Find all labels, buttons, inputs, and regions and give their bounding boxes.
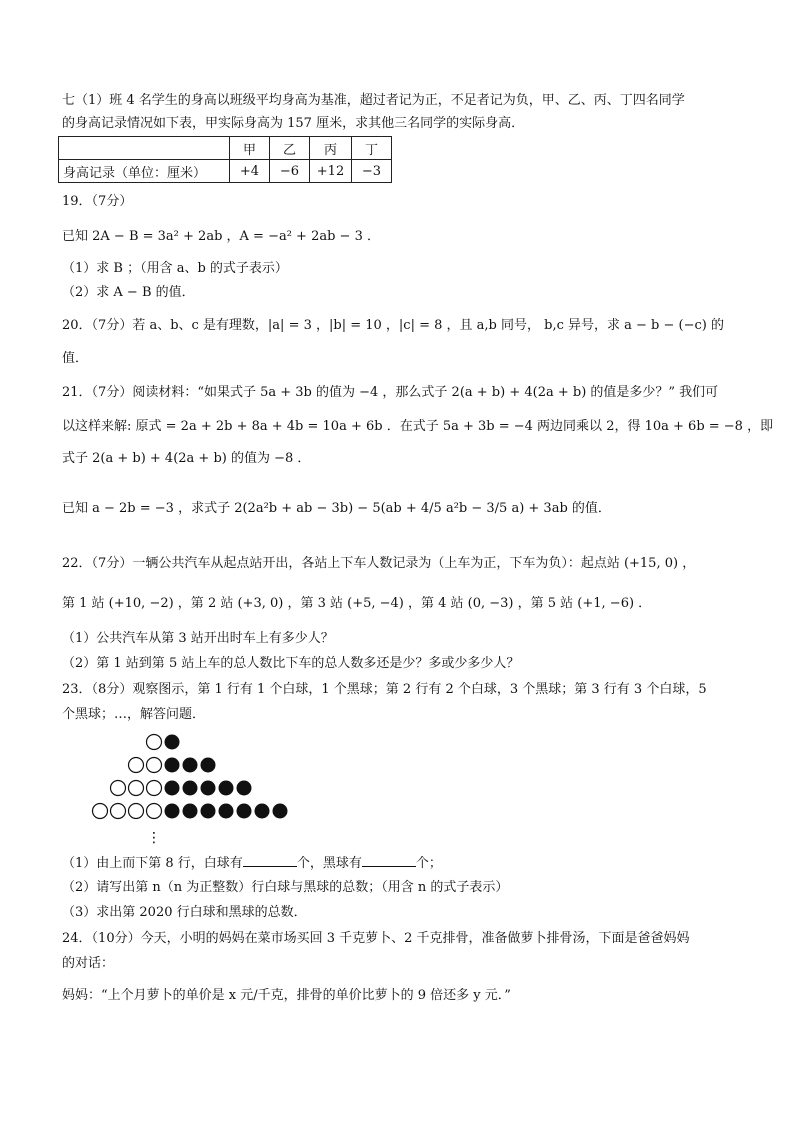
- q19-given: 已知 2A − B = 3a² + 2ab ，A = −a² + 2ab − 3 ．: [62, 229, 380, 244]
- table-header-yi: 乙: [270, 137, 310, 160]
- black-ball: [165, 735, 180, 750]
- black-ball: [165, 804, 180, 819]
- black-count-blank[interactable]: [362, 854, 416, 867]
- ball-pattern-figure: [70, 732, 310, 844]
- table-header-jia: 甲: [230, 137, 270, 160]
- q21-line-2: 以这样来解: 原式 = 2a + 2b + 8a + 4b = 10a + 6b ．在式子 5a + 3b = −4 两边同乘以 2，得 10a + 6b = −8 ，即: [62, 419, 774, 434]
- black-ball: [201, 804, 216, 819]
- black-ball: [219, 804, 234, 819]
- q23-part-1-text-b: 个，黑球有: [296, 856, 362, 871]
- q20-line-1: 20．（7分）若 a、b、c 是有理数，|a| = 3 ，|b| = 10 ，|c| = 8 ，且 a,b 同号， b,c 异号，求 a − b − (−c) 的: [62, 318, 724, 333]
- q20-line-2: 值．: [62, 351, 89, 366]
- q21-line-1: 21．（7分）阅读材料：“如果式子 5a + 3b 的值为 −4 ，那么式子 2(a + b) + 4(2a + b) 的值是多少？” 我们可: [62, 385, 719, 400]
- white-ball: [147, 735, 162, 750]
- q23-part-3: （3）求出第 2020 行白球和黑球的总数．: [62, 905, 307, 920]
- white-ball: [93, 804, 108, 819]
- q22-line-2: 第 1 站 (+10, −2) ，第 2 站 (+3, 0) ，第 3 站 (+5, −4) ，第 4 站 (0, −3) ，第 5 站 (+1, −6) ．: [62, 596, 652, 611]
- table-header-bing: 丙: [310, 137, 352, 160]
- black-ball: [255, 804, 270, 819]
- black-ball: [201, 758, 216, 773]
- black-ball: [201, 781, 216, 796]
- q23-line-1: 23．（8分）观察图示，第 1 行有 1 个白球，1 个黑球；第 2 行有 2 个白球，3 个黑球；第 3 行有 3 个白球，5: [62, 682, 707, 697]
- q22-part-1: （1）公共汽车从第 3 站开出时车上有多少人？: [62, 631, 334, 646]
- ellipsis-mark: ⋮: [147, 830, 161, 844]
- black-ball: [219, 781, 234, 796]
- q23-part-1-text-a: （1）由上而下第 8 行，白球有: [62, 856, 243, 871]
- q19-part-2: （2）求 A − B 的值．: [62, 285, 195, 300]
- table-row-label: 身高记录（单位：厘米）: [59, 160, 230, 183]
- white-ball: [111, 781, 126, 796]
- white-ball: [129, 781, 144, 796]
- q23-part-1-text-c: 个；: [415, 856, 442, 871]
- white-ball: [129, 758, 144, 773]
- q22-line-1: 22．（7分）一辆公共汽车从起点站开出，各站上下车人数记录为（上车为正，下车为负）：起点站 (+15, 0) ，: [62, 556, 696, 571]
- table-cell-ding: −3: [352, 160, 392, 183]
- table-cell-jia: +4: [230, 160, 270, 183]
- q21-line-3: 式子 2(a + b) + 4(2a + b) 的值为 −8 ．: [62, 451, 311, 466]
- white-ball: [129, 804, 144, 819]
- table-cell-yi: −6: [270, 160, 310, 183]
- white-ball: [111, 804, 126, 819]
- q23-line-2: 个黑球；…，解答问题．: [62, 707, 206, 722]
- q19-part-1: （1）求 B ；（用含 a、b 的式子表示）: [62, 261, 288, 276]
- q24-line-2: 的对话：: [62, 956, 115, 971]
- q22-part-2: （2）第 1 站到第 5 站上车的总人数比下车的总人数多还是少？多或少多少人？: [62, 656, 520, 671]
- q21-line-4: 已知 a − 2b = −3 ，求式子 2(2a²b + ab − 3b) − 5(ab + 4/5 a²b − 3/5 a) + 3ab 的值．: [62, 501, 611, 516]
- white-ball: [147, 758, 162, 773]
- white-count-blank[interactable]: [243, 854, 297, 867]
- table-header-blank: [59, 137, 230, 160]
- q18-intro-line-2: 的身高记录情况如下表，甲实际身高为 157 厘米，求其他三名同学的实际身高．: [62, 116, 525, 131]
- white-ball: [147, 781, 162, 796]
- q23-part-2: （2）请写出第 n（n 为正整数）行白球与黑球的总数；（用含 n 的式子表示）: [62, 880, 509, 895]
- black-ball: [237, 804, 252, 819]
- table-header-ding: 丁: [352, 137, 392, 160]
- black-ball: [237, 781, 252, 796]
- white-ball: [147, 804, 162, 819]
- black-ball: [183, 758, 198, 773]
- q24-line-3: 妈妈：“上个月萝卜的单价是 x 元/千克，排骨的单价比萝卜的 9 倍还多 y 元．”: [62, 988, 511, 1003]
- q24-line-1: 24．（10分）今天，小明的妈妈在菜市场买回 3 千克萝卜、2 千克排骨，准备做萝卜排骨汤，下面是爸爸妈妈: [62, 931, 690, 946]
- q18-intro-line-1: 七（1）班 4 名学生的身高以班级平均身高为基准，超过者记为正，不足者记为负，甲、乙、丙、丁四名同学: [62, 93, 685, 108]
- black-ball: [183, 804, 198, 819]
- black-ball: [165, 781, 180, 796]
- table-header-row: [59, 137, 392, 160]
- black-ball: [165, 758, 180, 773]
- table-cell-bing: +12: [310, 160, 352, 183]
- table-row: [59, 160, 392, 183]
- q19-heading: 19．（7分）: [62, 194, 133, 209]
- q23-part-1: [62, 854, 442, 873]
- black-ball: [273, 804, 288, 819]
- height-record-table: [58, 136, 392, 183]
- black-ball: [183, 781, 198, 796]
